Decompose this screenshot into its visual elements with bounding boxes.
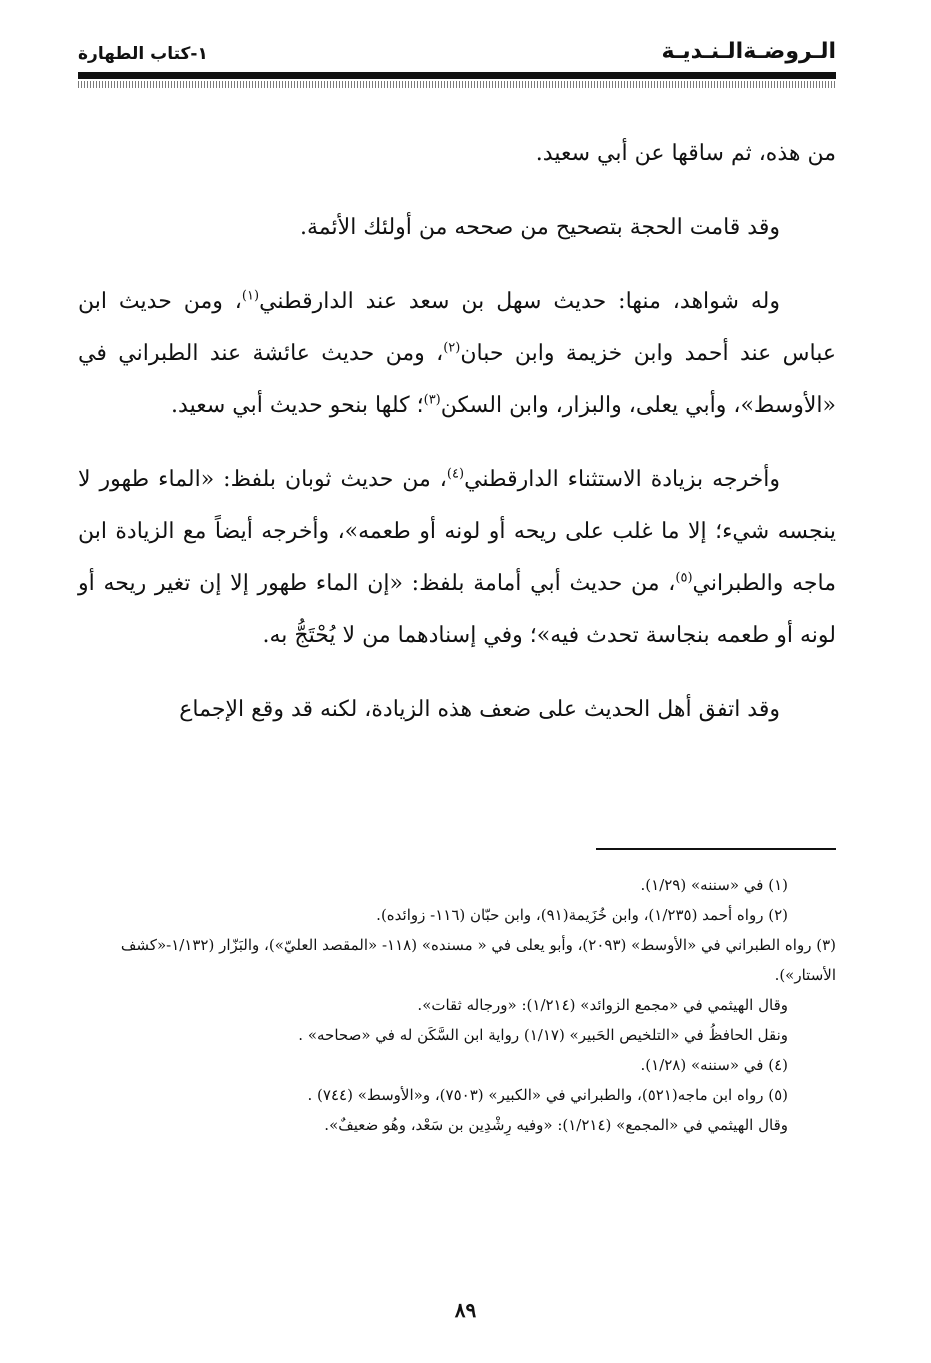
footnote-5-note: وقال الهيثمي في «المجمع» (١/٢١٤): «وفيه رِشْدِين بن سَعْد، وهُو ضعيفٌ».	[324, 1116, 788, 1134]
footnote-separator	[596, 848, 836, 850]
footnote-2: (٢) رواه أحمد (١/٢٣٥)، وابن خُزَيمة(٩١)، وابن حبّان (١١٦- زوائده).	[376, 906, 788, 924]
book-title: الـروضـةالـنـديـة	[661, 39, 836, 64]
footnote-ref-2: (٢)	[443, 340, 461, 356]
footnote-3-note-2: ونقل الحافظُ في «التلخيص الحَبير» (١/١٧) رواية ابن السَّكَن له في «صحاحه» .	[298, 1026, 788, 1044]
paragraph-1: من هذه، ثم ساقها عن أبي سعيد.	[535, 141, 836, 166]
footnotes	[78, 870, 836, 1140]
running-header	[78, 38, 836, 68]
footnote-5: (٥) رواه ابن ماجه(٥٢١)، والطبراني في «الكبير» (٧٥٠٣)، و«الأوسط» (٧٤٤) .	[307, 1086, 788, 1104]
header-rule	[78, 72, 836, 79]
footnote-ref-3: (٣)	[423, 392, 441, 408]
header-pattern-rule	[78, 81, 836, 88]
footnote-1: (١) في «سننه» (١/٢٩).	[640, 876, 788, 894]
paragraph-5: وقد اتفق أهل الحديث على ضعف هذه الزيادة، لكنه قد وقع الإجماع	[179, 697, 780, 722]
main-text	[78, 128, 836, 758]
footnote-ref-5: (٥)	[675, 570, 693, 586]
paragraph-2: وقد قامت الحجة بتصحيح من صححه من أولئك الأئمة.	[300, 215, 780, 240]
page-number: ٨٩	[454, 1298, 477, 1322]
paragraph-3: وله شواهد، منها: حديث سهل بن سعد عند الدارقطني$^{(١)}$، ومن حديث ابن عباس عند أحمد وابن خزيمة وابن حبان$^{(٢)}$، ومن حديث عائشة عند الطبراني في «الأوسط»، وأبي يعلى، والبزار، وابن السكن$^{(٣)}$؛ كلها بنحو حديث أبي سعيد.	[78, 288, 836, 418]
footnote-3: (٣) رواه الطبراني في «الأوسط» (٢٠٩٣)، وأبو يعلى في « مسنده» (١١٨- «المقصد العليّ»)، والبَزّار (١/١٣٢-«كشف الأستار»).	[120, 936, 836, 984]
footnote-ref-1: (١)	[241, 288, 260, 304]
paragraph-4: وأخرجه بزيادة الاستثناء الدارقطني$^{(٤)}$، من حديث ثوبان بلفظ: «الماء طهور لا ينجسه شيء؛ إلا ما غلب على ريحه أو لونه أو طعمه»، وأخرجه أيضاً مع الزيادة ابن ماجه والطبراني$^{(٥)}$، من حديث أبي أمامة بلفظ: «إن الماء طهور إلا إن تغير ريحه أو لونه أو طعمه بنجاسة تحدث فيه»؛ وفي إسنادهما من لا يُحْتَجُّ به.	[78, 466, 836, 648]
chapter-title: ١-كتاب الطهارة	[78, 44, 208, 64]
footnote-ref-4: (٤)	[446, 466, 465, 482]
footnote-3-note-1: وقال الهيثمي في «مجمع الزوائد» (١/٢١٤): «ورجاله ثقات».	[417, 996, 788, 1014]
footnote-4: (٤) في «سننه» (١/٢٨).	[640, 1056, 788, 1074]
